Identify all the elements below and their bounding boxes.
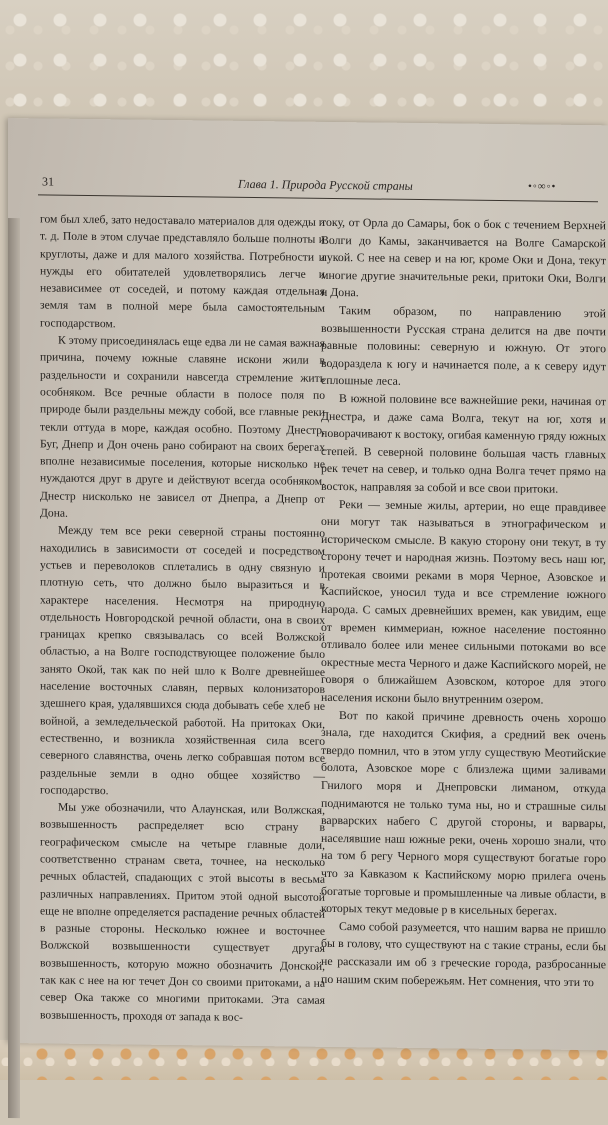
- lace-tablecloth-top: [0, 0, 608, 130]
- page-spine-shadow: [8, 218, 20, 1118]
- book-page: [8, 118, 608, 1050]
- paragraph: Само собой разумеется, что нашим варва не пришло бы в голову, что существуют на с такие страны, если бы не рассказали им об з греческие города, разбросанные по нашим ским побережьям. Нет сомнения, что эти то: [321, 918, 606, 989]
- paragraph: В южной половине все важнейшие реки, начиная от Днестра, и даже сама Волга, текут на юг, хотя и поворачивают к востоку, огибая каменную гряду южных степей. В северной половине большая часть главных рек течет на север, и только одна Волга течет прямо на восток, направляя за собой и все свои притоки.: [321, 390, 606, 496]
- paragraph: Мы уже обозначили, что Алаунская, или Волжская, возвышенность распределяет всю страну в географическом смысле на четыре главные доли, соответственно странам света, точнее, на несколько речных областей, спадающих с этой высоты в весьма различных направлениях. Притом этой одной высотой еще не вполне определяется распадение речных областей в разные стороны. Несколько южнее и восточнее Волжской возвышенности существует другая возвышенность, которую можно обозначить Донской, так как с нее на юг течет Дон со своими притоками, а на север Ока также со многими притоками. Эта самая возвышенность, проходя от запада к вос-: [40, 800, 325, 1024]
- page-number: 31: [42, 174, 54, 189]
- paragraph: Между тем все реки северной страны постоянно находились в зависимости от соседей и посредством устьев и переволоков сплетались в одну связную и плотную сеть, что должно было выразиться и в характере населения. Несмотря на природную отдельность Новгородской речной области, она в своих границах крепко связывалась со всей Волжской областью, а на Волге господствующее положение было занято Окой, так как по ней шло к Волге древнейшее население восточных славян, первых колонизаторов здешнего края, удалявшихся сюда добывать себе хлеб не войной, а земледельческой работой. На притоках Оки, естественно, и возникла хозяйственная сила всего северного славянства, очень легко собравшая потом все раздельные земли в одно общее хозяйство — господарство.: [40, 523, 325, 798]
- text-column-left: [40, 210, 325, 1026]
- paragraph: Таким образом, по направлению этой возвышенности Русская страна делится на две почти равные половины: северную и южную. От этого водораздела к югу и начинается поле, а к северу идут сплошные леса.: [321, 303, 606, 389]
- paragraph: Вот по какой причине древность очень хорошо знала, где находится Скифия, а средний век очень твердо помнил, что в этом углу существую Меотийские болота, Азовское море с близлежа щими заливами Гнилого моря и Днепровски лиманом, откуда поднимаются не только тума ны, но и страшные силы варварских набего С другой стороны, и варвары, населявшие наш южные реки, очень хорошо знали, что на том б регу Черного моря существуют богатые горо что за Кавказом к Каспийскому морю прилега очень богатые торговые и промышленные ча ливые области, в которых текут медовые р в кисельных берегах.: [321, 707, 606, 918]
- header-ornament-icon: •◦∞◦•: [528, 180, 557, 193]
- text-column-right: [321, 214, 606, 992]
- paragraph: гом был хлеб, зато недоставало материалов для одежды и т. д. Поле в этом случае представляло больше полноты и круглоты, даже и для малого хозяйства. Потребности и нужды его обитателей удовлетворялись легче и независимее от соседей, и потому каждая отдельная земля там в полной мере была самостоятельным господарством.: [40, 212, 325, 331]
- running-title: Глава 1. Природа Русской страны: [238, 176, 413, 193]
- paragraph: К этому присоединялась еще едва ли не самая важная причина, почему южные славяне искони жили в раздельности и сохранили навсегда стремление жить особняком. Все речные области в полосе поля по природе были раздельны между собой, все главные реки текли оттуда в море, каждая особно. Поэтому Днестр, Буг, Днепр и Дон очень рано собирают на своих берегах вполне независимые поселения, которые нисколько не нуждаются друг в друге и действуют всегда особняком. Днестр нисколько не зависел от Днепра, а Днепр от Дона.: [40, 333, 325, 520]
- paragraph: Реки — земные жилы, артерии, но еще правдивее они могут так называться в этнографическом и историческом смысле. В какую сторону они текут, в ту сторону течет и народная жизнь. Поэтому весь наш юг, протекая своими реками в моря Черное, Азовское и Каспийское, уносил туда и все стремление южного народа. С самых древнейших времен, как увидим, еще от времен киммериан, южное население постоянно отливало более или менее сильными потоками во все окрестные места Черного и даже Каспийского морей, не говоря о ближайшем Азовском, которое для этого населения искони было внутренним озером.: [321, 496, 606, 707]
- paragraph: току, от Орла до Самары, бок о бок с течением Верхней Волги до Камы, заканчивается на Волге Самарской лукой. С нее на север и на юг, кроме Оки и Дона, текут многие другие значительные реки, притоки Оки, Волги и Дона.: [321, 214, 606, 300]
- running-header: [38, 170, 598, 202]
